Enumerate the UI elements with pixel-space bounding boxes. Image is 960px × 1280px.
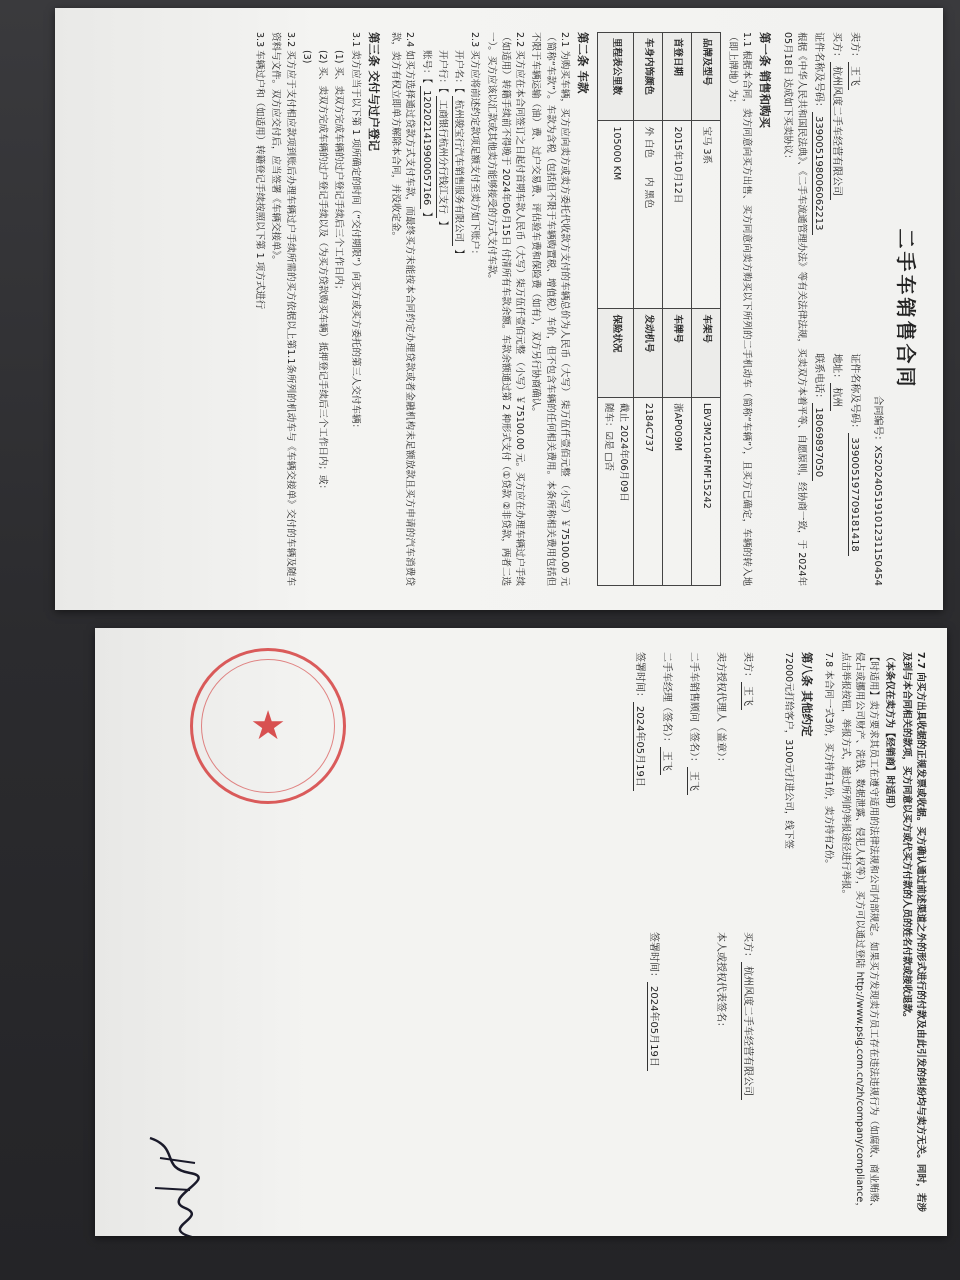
plate-label: 车牌号 xyxy=(662,309,691,397)
broker-sign-row xyxy=(686,652,701,932)
clause-3-title: 第三条 交付与过户登记 xyxy=(367,32,381,152)
broker-value: 王飞 xyxy=(687,767,699,795)
seller-id-value: 339005197709181418 xyxy=(848,433,860,556)
insurance-label: 保险状况 xyxy=(598,309,634,397)
table-row xyxy=(662,33,691,586)
seller-name: 王飞 xyxy=(848,62,860,90)
table-row xyxy=(633,33,662,586)
agent-sign-row xyxy=(713,652,728,932)
clause-3-1: 3.1 卖方应当于以下第 1 项所确定的时间（“交付期限”）向买方或买方委托的第三人交付车辆： xyxy=(349,32,361,434)
clause-2-3: 2.3 买方应将前述约定款项足额支付至卖方如下账户： xyxy=(469,32,481,260)
reg-date-value: 2015年10月12日 xyxy=(662,121,691,309)
sign-buyer-label: 买方： xyxy=(741,932,753,962)
seller-sign-row xyxy=(740,652,755,932)
clause-7-7: 7.7 向买方出具收据的正规发票或收据。买方确认通过前述渠道之外的形式进行的付款及由此引发的纠纷均与卖方无关。同时，若涉及到与本合同相关的款项，买方同意以买方或代买方付款的人员的姓名付款或接收退款。 xyxy=(900,652,926,1212)
payee-label: 开户名： xyxy=(453,50,465,89)
vehicle-table xyxy=(597,32,721,586)
bank-row: 开户行：【 工商银行杭州分行钱江支行 】 xyxy=(437,50,448,231)
clause-2-title: 第二条 车款 xyxy=(576,32,591,94)
seal-star-icon: ★ xyxy=(250,703,286,749)
brand-label: 品牌及型号 xyxy=(691,33,720,121)
clause-8-title: 第八条 其他约定 xyxy=(800,652,815,737)
contract-page-2 xyxy=(95,628,947,1236)
clause-1-title: 第一条 销售和购买 xyxy=(758,32,773,129)
mileage-value: 105000 KM xyxy=(598,121,634,309)
seller-label: 卖方： xyxy=(849,32,860,62)
contract-page-1 xyxy=(55,8,943,610)
insurance-option: 随车：☑是 □否 xyxy=(603,402,615,471)
bank-label: 开户行： xyxy=(437,50,448,89)
clause-2-1: 2.1 为购买车辆，买方应向卖方或卖方委托代收款方支付的车辆总价为人民币（大写） 柒万伍仟壹佰元整 （小写）￥75100.00 元（简称“车款”）。车款为含税（包括但不限于车辆购置税、增值税）车价，但不包含车辆的任何相关费用。本条所称相关费用包括但不限于车辆运输（油）费、过户交易费、评估验车费和保险费（如有），双方另行协商确认。 xyxy=(530,32,570,586)
contact-id-label: 证件名称及号码： xyxy=(813,32,824,112)
plate-value: 浙AP009M xyxy=(662,397,691,585)
clause-8-text: 72000元打给客户，3100元打进公司，线下签 xyxy=(783,652,794,849)
seller-row xyxy=(847,32,862,586)
preamble: 根据《中华人民共和国民法典》、《二手车流通管理办法》等有关法律法规，买卖双方本着平等、自愿原则，经协商一致，于 2024年05月18日 达成如下买卖协议： xyxy=(781,32,807,586)
seal-inner-ring xyxy=(201,659,335,793)
contact-tel-label: 联系电话： xyxy=(813,353,824,404)
insurance-value: 截止 2024年06月09日 xyxy=(617,402,629,502)
contact-row xyxy=(811,32,826,586)
manager-sign-row xyxy=(659,652,674,932)
date-left-value: 2024年05月19日 xyxy=(633,702,645,791)
mileage-label: 里程表公里数 xyxy=(598,33,634,121)
buyer-addr-value: 杭州 xyxy=(830,383,842,411)
signature-area xyxy=(620,652,767,1212)
contact-id-value: 339005198006062213 xyxy=(812,112,824,235)
brand-value: 宝马 3系 xyxy=(691,121,720,309)
clause-2-2: 2.2 买方应在本合同签订之日起付首期车款人民币（大写）柒万伍仟壹佰元整 （小写）￥75100.00 元。买方应在办理车辆过户手续（如适用）转籍手续前不得晚于 2024年06月15日 付清所有车款余额。车款余额通过第 2 种形式支付（①贷款 ②非贷款，两者二选一）。买方应该以汇款或其他卖方能够接受的方式支付车款。 xyxy=(485,32,526,586)
reg-date-label: 首登日期 xyxy=(662,33,691,121)
engine-value: 2184C737 xyxy=(633,397,662,585)
agent-label: 卖方授权代理人（盖章）： xyxy=(714,652,726,767)
contract-number xyxy=(870,32,885,586)
buyer-addr-label: 地址： xyxy=(831,353,842,384)
buyer-label: 买方： xyxy=(831,32,842,62)
clause-2-4: 2.4 如买方选择通过贷款方式支付车款，而最终买方未能按本合同约定办理贷款或者金融机构未足额放款且买方申请的汽车消费贷款，卖方有权立即单方解除本合同，并没收定金。 xyxy=(390,32,416,586)
clause-3-3: 3.3 车辆过户和（如适用）转籍登记手续按照以下第 1 项方式进行 xyxy=(254,32,266,310)
buyer-signature-column xyxy=(620,932,767,1212)
clause-3-1-option-1: (1) 买、卖双方完成车辆的过户登记手续后三个工作日内； xyxy=(333,50,345,295)
broker-label: 二手车销售顾问（签名）： xyxy=(687,652,699,767)
contract-number-value: XS20240519101231150454 xyxy=(872,445,883,586)
color-label: 车身内饰颜色 xyxy=(633,33,662,121)
date-right-row xyxy=(646,932,661,1212)
vin-value: LBV3M2104FMF15242 xyxy=(691,397,720,585)
compliance-note-title: （本条仅在卖方为【经销商】时适用） xyxy=(884,652,896,814)
vin-label: 车架号 xyxy=(691,309,720,397)
sign-buyer-name: 杭州风度二手车经营有限公司 xyxy=(741,962,753,1100)
self-sign-row xyxy=(713,932,728,1212)
account-value: 1202021419900057166 xyxy=(420,86,432,209)
contract-page-1-content xyxy=(55,8,943,610)
self-sign-label: 本人或授权代表签名： xyxy=(714,932,726,1032)
company-seal xyxy=(190,648,346,804)
contract-title: 二手车销售合同 xyxy=(894,228,918,390)
sign-seller-label: 卖方： xyxy=(741,652,753,682)
manager-label: 二手车经理（签名）： xyxy=(660,652,672,747)
seller-signature-column xyxy=(620,652,767,932)
buyer-sign-row xyxy=(740,932,755,1212)
payee-row: 开户名：【 杭州骏宝行汽车销售服务有限公司 】 xyxy=(453,50,465,259)
clause-7-8: 7.8 本合同一式3份，买方持有1份，卖方持有2份。 xyxy=(823,652,835,869)
contact-tel-value: 18069897050 xyxy=(812,403,824,481)
insurance-value-cell xyxy=(598,397,634,585)
date-right-value: 2024年05月19日 xyxy=(647,982,659,1071)
date-left-row xyxy=(632,652,647,932)
handwritten-signature xyxy=(140,1128,210,1236)
clause-3-2: 3.2 买方应于支付相应款项到账后办理车辆过户手续所需的买方依据以上第1.1条所列的机动车与《车辆交接单》交付的车辆及随车资料与文件。双方应交付后，应当签署《车辆交接单》。 xyxy=(270,32,296,586)
buyer-row xyxy=(829,32,844,586)
contract-number-label: 合同编号： xyxy=(872,395,883,446)
manager-value: 王飞 xyxy=(660,747,672,775)
buyer-name: 杭州风度二手车经营有限公司 xyxy=(830,62,842,200)
table-row xyxy=(598,33,634,586)
color-value: 外 白色 内 黑色 xyxy=(633,121,662,309)
engine-label: 发动机号 xyxy=(633,309,662,397)
date-left-label: 签署时间： xyxy=(633,652,645,702)
compliance-note-text: 【时适用】卖方要求其员工在遵守适用的法律法规和公司内部规定。如果买方发现卖方员工存在违法违规行为（如腐败、商业贿赂、侵占或挪用公司财产、洗钱、数据泄露、侵犯人权等），买方可以通过登陆 http://www.psig.com.cn/zh/company/compliance，点击举报按钮，举报方式，通过所列的举报途径进行举报。 xyxy=(839,652,880,1212)
clause-1-1: 1.1 根据本合同，卖方同意向买方出售、买方同意向卖方购买以下所列的二手机动车（简称“车辆”），且买方已确定，车辆的转入地（即上牌地）为： xyxy=(727,32,753,586)
account-row: 账号：【 1202021419900057166 】 xyxy=(420,50,432,222)
table-row xyxy=(691,33,720,586)
sign-seller-name: 王飞 xyxy=(741,682,753,710)
bank-value: 工商银行杭州分行钱江支行 xyxy=(436,96,448,218)
payee-value: 杭州骏宝行汽车销售服务有限公司 xyxy=(452,96,464,247)
account-label: 账号： xyxy=(420,50,432,79)
clause-3-1-option-2: (2) 买、卖双方完成车辆的过户登记手续以及（为买方贷款购买车辆）抵押登记手续后三个工作日内；或： xyxy=(317,50,329,494)
seller-id-label: 证件名称及号码： xyxy=(849,353,860,434)
clause-3-1-option-3: (3) xyxy=(301,50,312,64)
date-right-label: 签署时间： xyxy=(647,932,659,982)
